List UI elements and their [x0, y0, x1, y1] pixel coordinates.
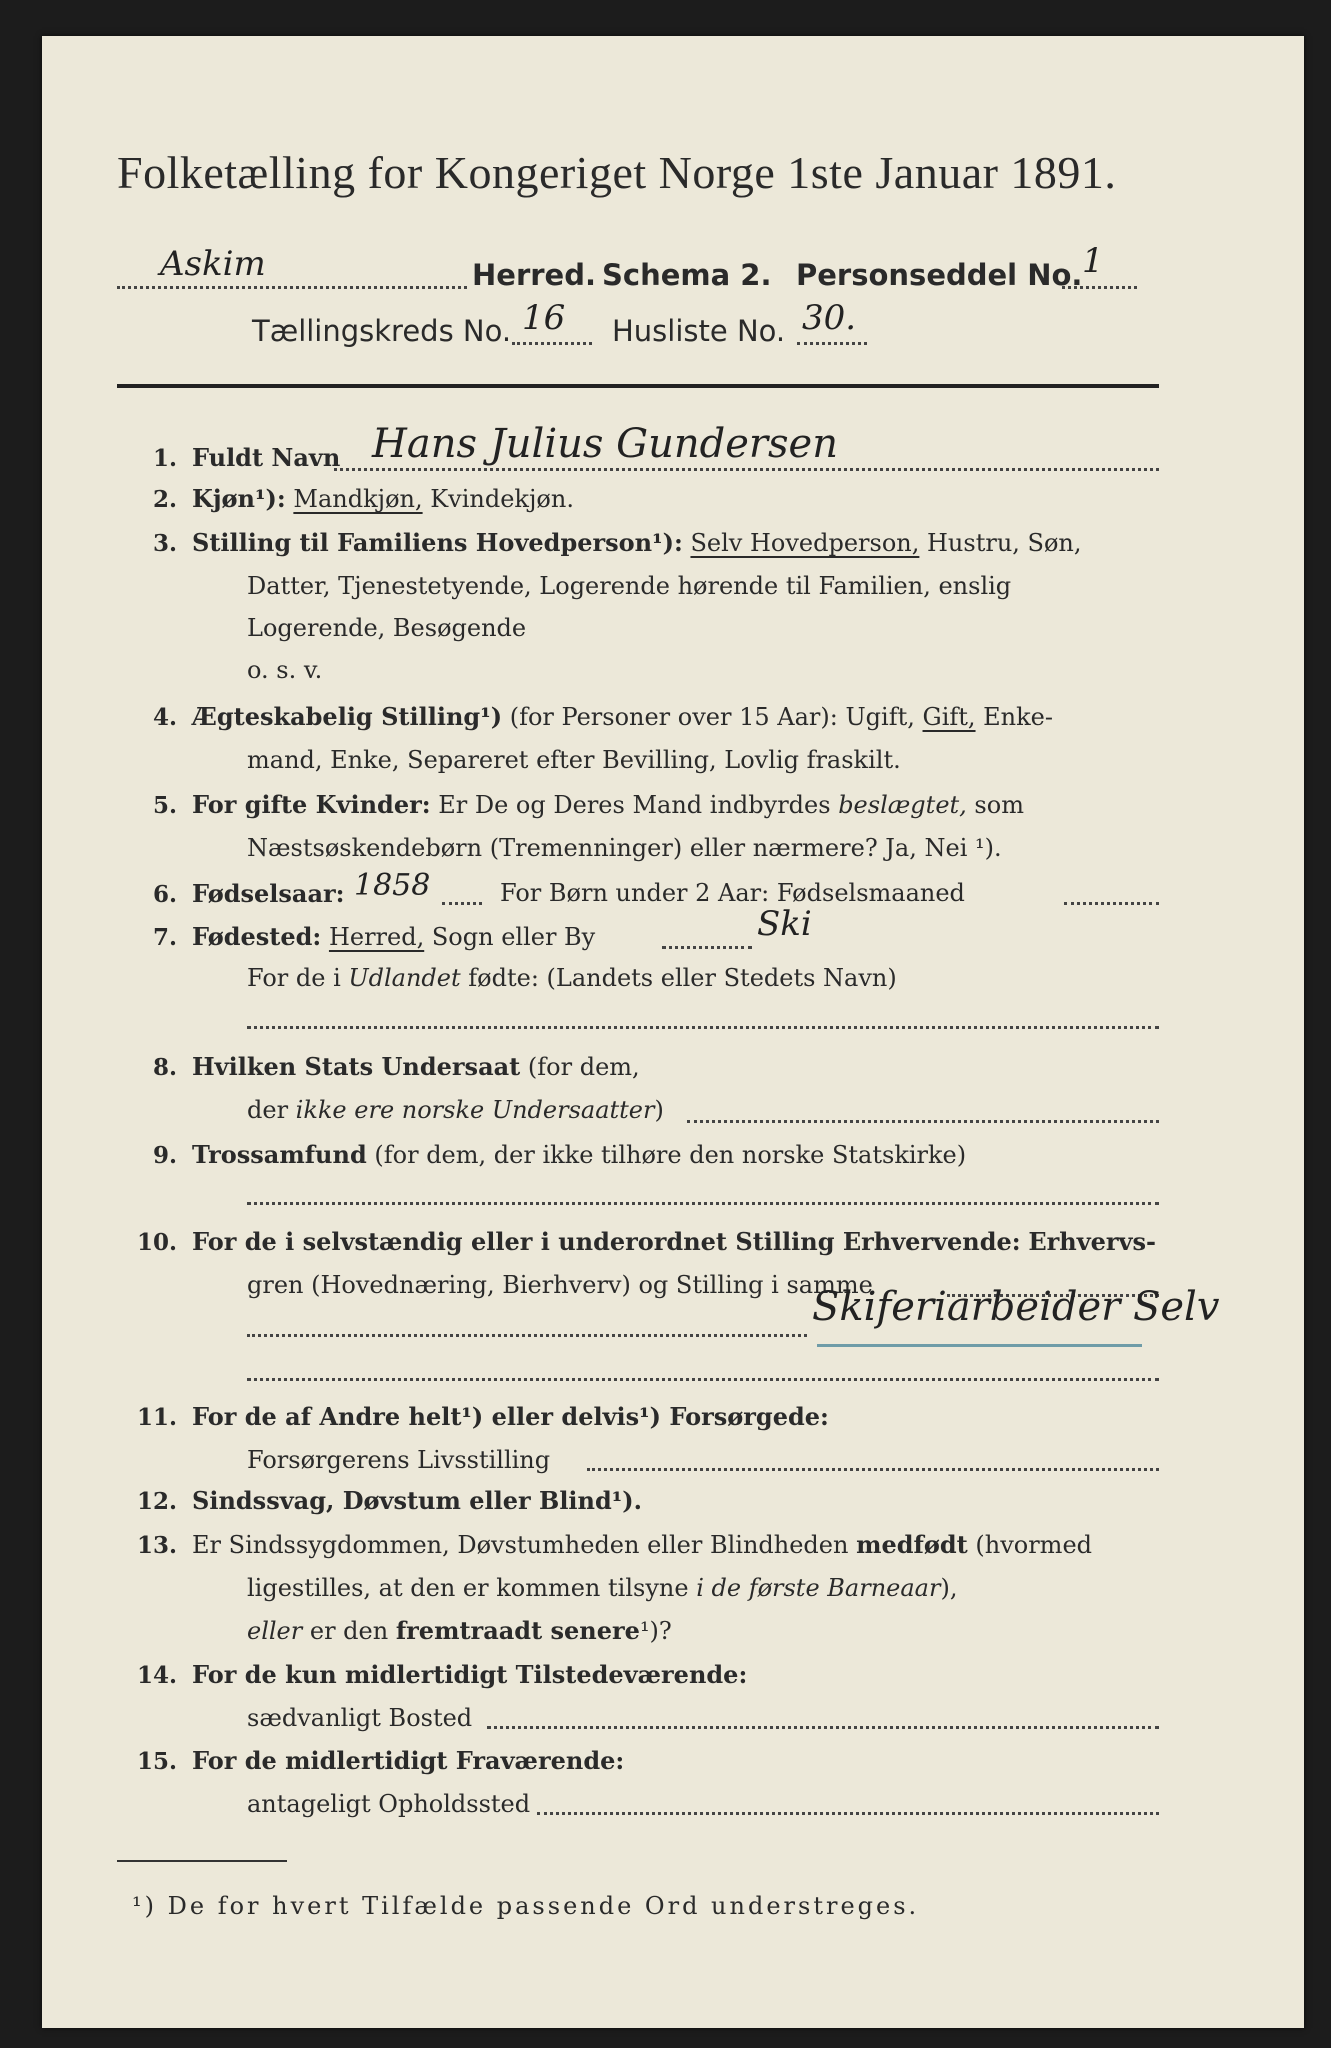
- item-11-label: For de af Andre helt¹) eller delvis¹) Forsørgede:: [192, 1402, 829, 1431]
- item-1-label: Fuldt Navn: [192, 443, 341, 472]
- item-7-dotted-line-2: [247, 1026, 1159, 1029]
- herred-dotted-line: [117, 286, 467, 289]
- census-form: [42, 36, 1304, 2028]
- item-3-underlined: Selv Hovedperson,: [690, 529, 920, 557]
- item-8-number: 8.: [152, 1054, 177, 1081]
- item-11-number: 11.: [136, 1404, 177, 1431]
- item-3-number: 3.: [152, 530, 177, 557]
- item-7-line-2b: fødte: (Landets eller Stedets Navn): [460, 964, 897, 992]
- item-8-label: Hvilken Stats Undersaat: [192, 1052, 521, 1081]
- item-2-number: 2.: [152, 486, 177, 513]
- item-10-dotted-line-3: [247, 1378, 1159, 1381]
- item-3-line-3: Logerende, Besøgende: [247, 614, 527, 642]
- footnote: ¹) De for hvert Tilfælde passende Ord understreges.: [132, 1892, 920, 1920]
- item-12-number: 12.: [136, 1488, 177, 1515]
- item-14-line-2: sædvanligt Bosted: [247, 1704, 473, 1732]
- item-10-line-2: gren (Hovednæring, Bierhverv) og Stilling i samme: [247, 1271, 873, 1299]
- item-9-number: 9.: [152, 1142, 177, 1169]
- item-13-line-3c: ¹)?: [639, 1617, 672, 1645]
- item-14-dotted-line: [487, 1726, 1159, 1729]
- item-1-dotted-line: [334, 468, 1159, 471]
- item-12-label: Sindssvag, Døvstum eller Blind¹).: [192, 1486, 642, 1515]
- item-7-underlined: Herred,: [328, 923, 425, 951]
- item-13-line-3-italic: eller: [247, 1617, 303, 1645]
- item-13-line-2a: ligestilles, at den er kommen tilsyne: [247, 1574, 697, 1602]
- item-6-dotted-line-2: [1064, 902, 1159, 905]
- item-8-line-2-italic: ikke ere norske Undersaatter: [295, 1096, 655, 1124]
- item-3-line-4: o. s. v.: [247, 656, 323, 684]
- item-13-bold: medfødt: [856, 1530, 968, 1559]
- item-13-line-1: [192, 1530, 1092, 1559]
- item-10-line-1: [192, 1227, 1156, 1256]
- herred-value: Askim: [160, 244, 266, 284]
- item-5-number: 5.: [152, 792, 177, 819]
- item-5-rest: som: [966, 791, 1024, 819]
- item-15-number: 15.: [136, 1748, 177, 1775]
- item-5-text: Er De og Deres Mand indbyrdes: [438, 791, 831, 819]
- item-6-label: Fødselsaar:: [192, 879, 345, 908]
- item-10-number: 10.: [136, 1229, 177, 1256]
- item-10-label: For de i selvstændig eller i underordnet Stilling Erhvervende:: [192, 1227, 1021, 1256]
- item-3-label: Stilling til Familiens Hovedperson¹):: [192, 528, 683, 557]
- item-7-line-2-italic: Udlandet: [348, 964, 461, 992]
- item-7-value: Ski: [757, 904, 812, 944]
- herred-label: Herred.: [472, 258, 596, 292]
- item-10-value: Skiferiarbeider Selv: [812, 1284, 1220, 1330]
- item-8-dotted-line: [687, 1120, 1159, 1123]
- item-3-line-1: [192, 528, 1082, 557]
- item-7-line-2: [247, 964, 897, 992]
- item-8-line-2a: der: [247, 1096, 296, 1124]
- item-7-line-1: [192, 922, 595, 951]
- item-5-line-1: [192, 790, 1024, 819]
- item-9-label: Trossamfund: [192, 1140, 367, 1169]
- item-6-value: 1858: [354, 868, 431, 903]
- husliste-dotted-line: [797, 342, 867, 345]
- item-8-line-2: [247, 1096, 664, 1124]
- item-4-rest: Enke-: [975, 703, 1053, 731]
- item-9-line-1: [192, 1140, 966, 1169]
- item-4-line-2: mand, Enke, Separeret efter Bevilling, Lovlig fraskilt.: [247, 746, 901, 774]
- item-13-line-3: [247, 1616, 672, 1645]
- item-7-rest: Sogn eller By: [424, 923, 596, 951]
- item-1-value: Hans Julius Gundersen: [372, 421, 838, 467]
- item-2-underlined: Mandkjøn,: [293, 485, 423, 513]
- item-15-dotted-line: [537, 1812, 1159, 1815]
- item-15-label: For de midlertidigt Fraværende:: [192, 1746, 625, 1775]
- item-8-line-1: [192, 1052, 640, 1081]
- item-8-line-2b: ): [654, 1096, 664, 1124]
- personseddel-value: 1: [1082, 241, 1104, 281]
- item-3-line-2: Datter, Tjenestetyende, Logerende hørende til Familien, enslig: [247, 572, 1012, 600]
- personseddel-label: Personseddel No.: [796, 258, 1083, 292]
- taellingskreds-dotted-line: [512, 342, 592, 345]
- item-10-blue-underline: [817, 1344, 1142, 1347]
- item-2-rest: Kvindekjøn.: [422, 485, 574, 513]
- item-10-dotted-line-2: [247, 1334, 807, 1337]
- item-5-label: For gifte Kvinder:: [192, 790, 431, 819]
- header-rule: [117, 384, 1159, 388]
- item-9-text: (for dem, der ikke tilhøre den norske Statskirke): [374, 1141, 967, 1169]
- item-6-dotted-line-1: [442, 902, 482, 905]
- item-13-label: Er Sindssygdommen, Døvstumheden eller Blindheden: [192, 1531, 849, 1559]
- item-7-number: 7.: [152, 924, 177, 951]
- item-4-number: 4.: [152, 704, 177, 731]
- item-13-line-3b: er den: [302, 1617, 396, 1645]
- item-7-label: Fødested:: [192, 922, 322, 951]
- item-3-rest: Hustru, Søn,: [919, 529, 1082, 557]
- item-2-line: [192, 484, 574, 513]
- item-7-dotted-line: [662, 946, 752, 949]
- item-13-rest: (hvormed: [967, 1531, 1093, 1559]
- item-2-label: Kjøn¹):: [192, 484, 286, 513]
- item-4-line-1: [192, 702, 1053, 731]
- item-10-label-b: Erhvervs-: [1028, 1227, 1156, 1256]
- personseddel-dotted-line: [1062, 286, 1137, 289]
- taellingskreds-label: Tællingskreds No.: [252, 314, 512, 348]
- item-13-line-2: [247, 1574, 957, 1602]
- item-11-line-2: Forsørgerens Livsstilling: [247, 1446, 551, 1474]
- form-title: Folketælling for Kongeriget Norge 1ste Januar 1891.: [117, 147, 1117, 198]
- item-7-line-2a: For de i: [247, 964, 349, 992]
- item-13-number: 13.: [136, 1532, 177, 1559]
- husliste-value: 30.: [802, 298, 857, 338]
- item-4-text: (for Personer over 15 Aar): Ugift,: [509, 703, 915, 731]
- item-4-underlined: Gift,: [922, 703, 976, 731]
- item-9-dotted-line: [247, 1202, 1159, 1205]
- item-6-rest: For Børn under 2 Aar: Fødselsmaaned: [500, 879, 965, 907]
- footnote-rule: [117, 1860, 287, 1862]
- item-13-line-3-bold: fremtraadt senere: [395, 1616, 640, 1645]
- item-14-label: For de kun midlertidigt Tilstedeværende:: [192, 1660, 748, 1689]
- item-4-label: Ægteskabelig Stilling¹): [192, 702, 503, 731]
- item-6-number: 6.: [152, 881, 177, 908]
- item-14-number: 14.: [136, 1662, 177, 1689]
- taellingskreds-value: 16: [522, 298, 566, 338]
- item-5-italic: beslægtet,: [838, 791, 967, 819]
- item-13-line-2b: ),: [940, 1574, 958, 1602]
- schema-label: Schema 2.: [602, 258, 772, 292]
- item-15-line-2: antageligt Opholdssted: [247, 1790, 531, 1818]
- husliste-label: Husliste No.: [612, 314, 786, 348]
- item-8-text: (for dem,: [527, 1053, 640, 1081]
- item-11-dotted-line: [587, 1468, 1159, 1471]
- item-5-line-2: Næstsøskendebørn (Tremenninger) eller nærmere? Ja, Nei ¹).: [247, 834, 1002, 862]
- item-13-line-2-italic: i de første Barneaar: [696, 1574, 941, 1602]
- item-1-number: 1.: [152, 445, 177, 472]
